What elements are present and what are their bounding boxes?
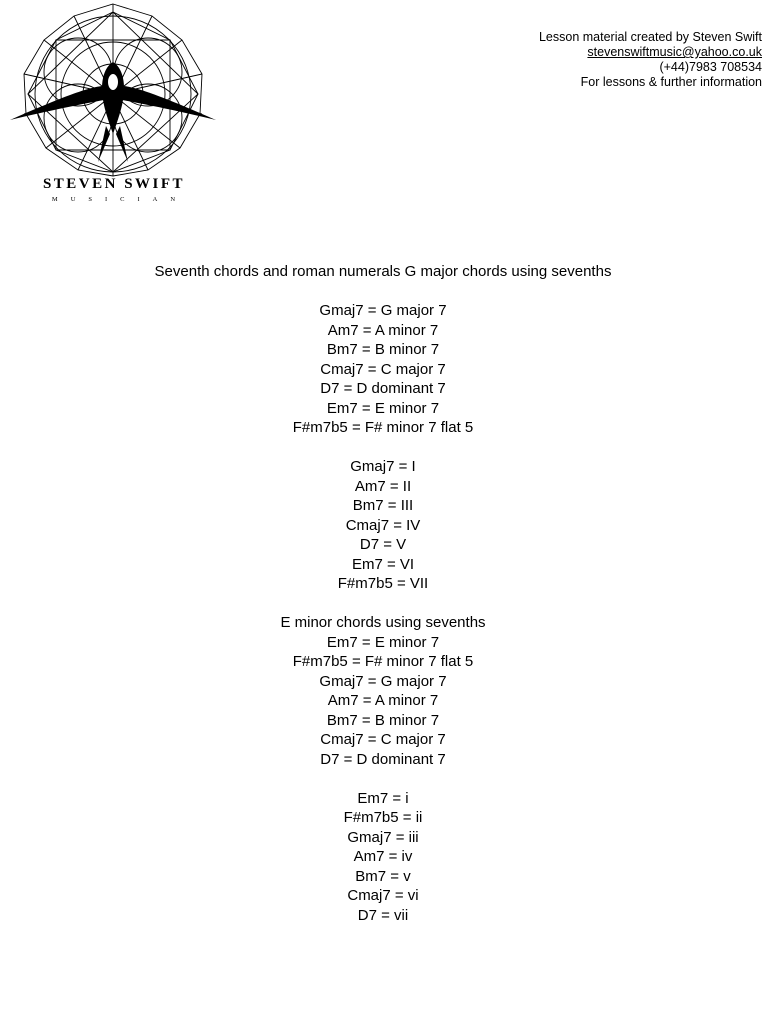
lesson-title: Seventh chords and roman numerals G major chords using sevenths xyxy=(154,263,612,280)
contact-info-note: For lessons & further information xyxy=(580,75,762,89)
e-minor-heading: E minor chords using sevenths xyxy=(280,614,486,631)
logo-emblem xyxy=(2,2,224,177)
list-item: Cmaj7 = C major 7 xyxy=(320,731,446,748)
list-item: Em7 = i xyxy=(357,789,409,807)
e-minor-chord-names xyxy=(0,633,766,770)
contact-credit: Lesson material created by Steven Swift xyxy=(538,30,762,44)
e-minor-roman-numerals xyxy=(0,789,766,926)
list-item: F#m7b5 = VII xyxy=(337,575,429,592)
list-item: Em7 = E minor 7 xyxy=(326,399,440,417)
list-item: Gmaj7 = G major 7 xyxy=(319,672,447,690)
logo-name: STEVEN SWIFT xyxy=(42,176,186,192)
logo-subtitle: MUSICIAN xyxy=(51,196,189,203)
contact-phone: (+44)7983 708534 xyxy=(659,60,762,74)
list-item: Em7 = VI xyxy=(351,555,415,573)
list-item: Am7 = A minor 7 xyxy=(327,321,439,339)
list-item: Bm7 = B minor 7 xyxy=(326,711,440,729)
g-major-chord-names xyxy=(0,301,766,438)
list-item: F#m7b5 = F# minor 7 flat 5 xyxy=(292,653,474,670)
list-item: Am7 = A minor 7 xyxy=(327,692,439,709)
spacer xyxy=(0,282,766,302)
list-item: Gmaj7 = I xyxy=(350,458,416,475)
g-major-roman-numerals xyxy=(0,457,766,594)
list-item: F#m7b5 = F# minor 7 flat 5 xyxy=(292,419,474,436)
list-item: Cmaj7 = vi xyxy=(347,887,419,904)
spacer xyxy=(0,769,766,789)
spacer xyxy=(0,594,766,614)
list-item: D7 = V xyxy=(359,536,407,553)
list-item: Gmaj7 = iii xyxy=(347,828,419,846)
list-item: Gmaj7 = G major 7 xyxy=(319,302,447,319)
list-item: Bm7 = B minor 7 xyxy=(326,341,440,358)
lesson-content xyxy=(0,262,766,925)
list-item: Am7 = iv xyxy=(353,848,413,865)
list-item: Cmaj7 = C major 7 xyxy=(320,360,446,378)
list-item: Bm7 = v xyxy=(355,867,411,885)
list-item: F#m7b5 = ii xyxy=(343,809,423,826)
contact-block xyxy=(539,30,762,90)
list-item: D7 = D dominant 7 xyxy=(320,380,446,397)
spacer xyxy=(0,438,766,458)
list-item: Em7 = E minor 7 xyxy=(326,633,440,651)
list-item: D7 = vii xyxy=(357,906,409,924)
contact-email-link[interactable]: stevenswiftmusic@yahoo.co.uk xyxy=(587,45,762,59)
logo xyxy=(2,2,224,210)
list-item: Am7 = II xyxy=(354,477,412,495)
list-item: D7 = D dominant 7 xyxy=(320,750,446,768)
list-item: Bm7 = III xyxy=(352,497,414,514)
list-item: Cmaj7 = IV xyxy=(345,516,421,534)
